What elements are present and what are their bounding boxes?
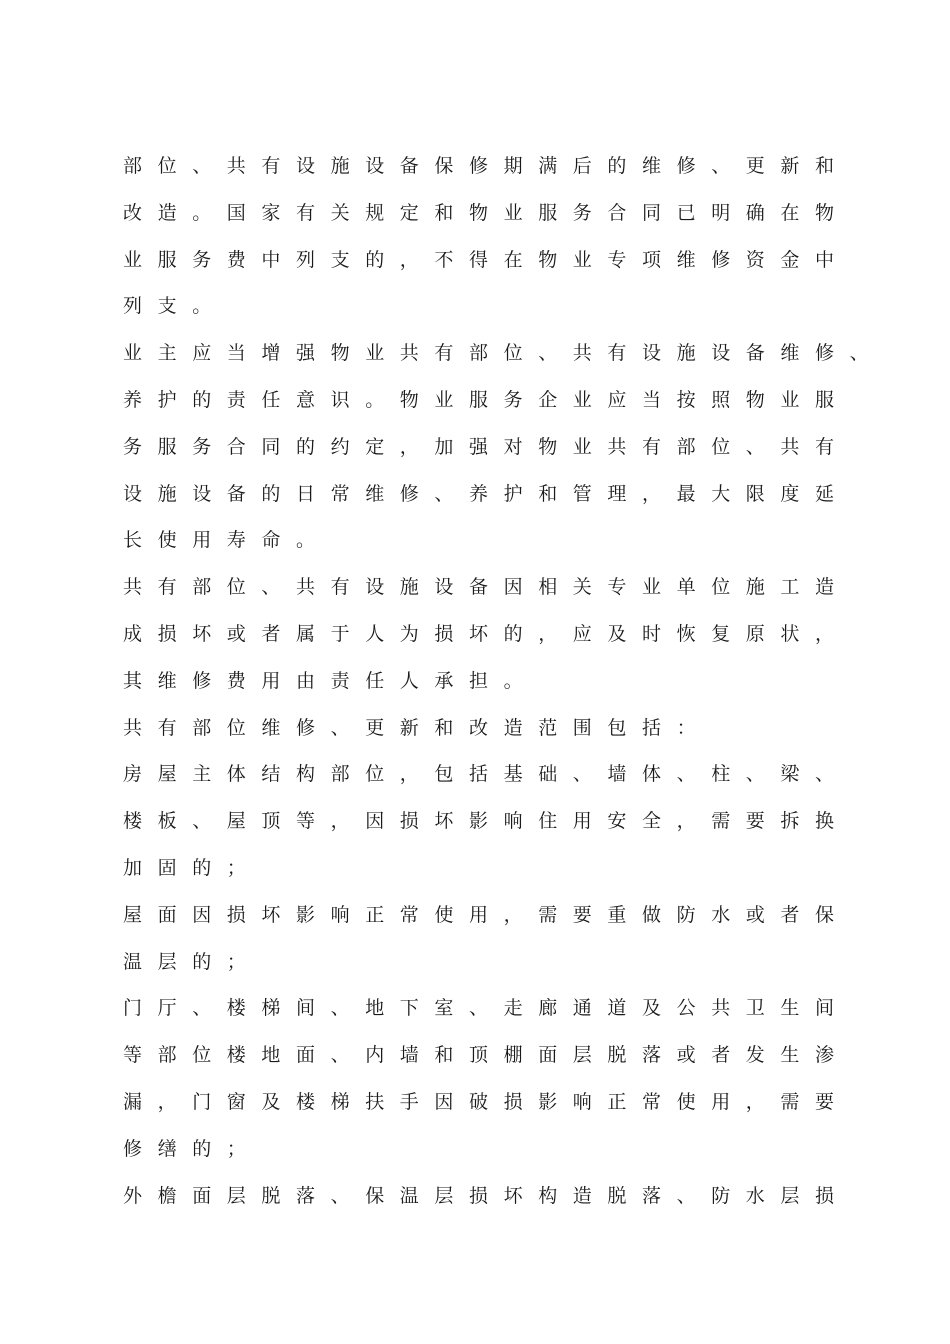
text-line: 长使用寿命。 [123, 529, 331, 552]
text-line: 成损坏或者属于人为损坏的，应及时恢复原状， [123, 622, 850, 645]
text-line: 漏，门窗及楼梯扶手因破损影响正常使用，需要 [123, 1090, 850, 1113]
text-line: 业服务费中列支的，不得在物业专项维修资金中 [123, 248, 850, 271]
text-line: 改造。国家有关规定和物业服务合同已明确在物 [123, 201, 850, 224]
text-line: 养护的责任意识。物业服务企业应当按照物业服 [123, 388, 850, 411]
text-line: 务服务合同的约定，加强对物业共有部位、共有 [123, 435, 850, 458]
text-line: 列支。 [123, 295, 227, 318]
text-line: 设施设备的日常维修、养护和管理，最大限度延 [123, 482, 850, 505]
text-line: 其维修费用由责任人承担。 [123, 669, 539, 692]
text-line: 房屋主体结构部位，包括基础、墙体、柱、梁、 [123, 763, 850, 786]
text-line: 共有部位、共有设施设备因相关专业单位施工造 [123, 576, 850, 599]
text-line: 门厅、楼梯间、地下室、走廊通道及公共卫生间 [123, 997, 850, 1020]
body-text [123, 147, 923, 1223]
text-line: 楼板、屋顶等，因损坏影响住用安全，需要拆换 [123, 810, 850, 833]
text-line: 温层的； [123, 950, 262, 973]
text-line: 外檐面层脱落、保温层损坏构造脱落、防水层损 [123, 1184, 850, 1207]
text-line: 部位、共有设施设备保修期满后的维修、更新和 [123, 155, 850, 177]
text-line: 屋面因损坏影响正常使用，需要重做防水或者保 [123, 903, 850, 926]
text-line: 共有部位维修、更新和改造范围包括： [123, 716, 712, 739]
text-line: 业主应当增强物业共有部位、共有设施设备维修、 [123, 342, 885, 365]
text-line: 修缮的； [123, 1137, 262, 1160]
text-line: 等部位楼地面、内墙和顶棚面层脱落或者发生渗 [123, 1044, 850, 1067]
text-line: 加固的； [123, 856, 262, 879]
